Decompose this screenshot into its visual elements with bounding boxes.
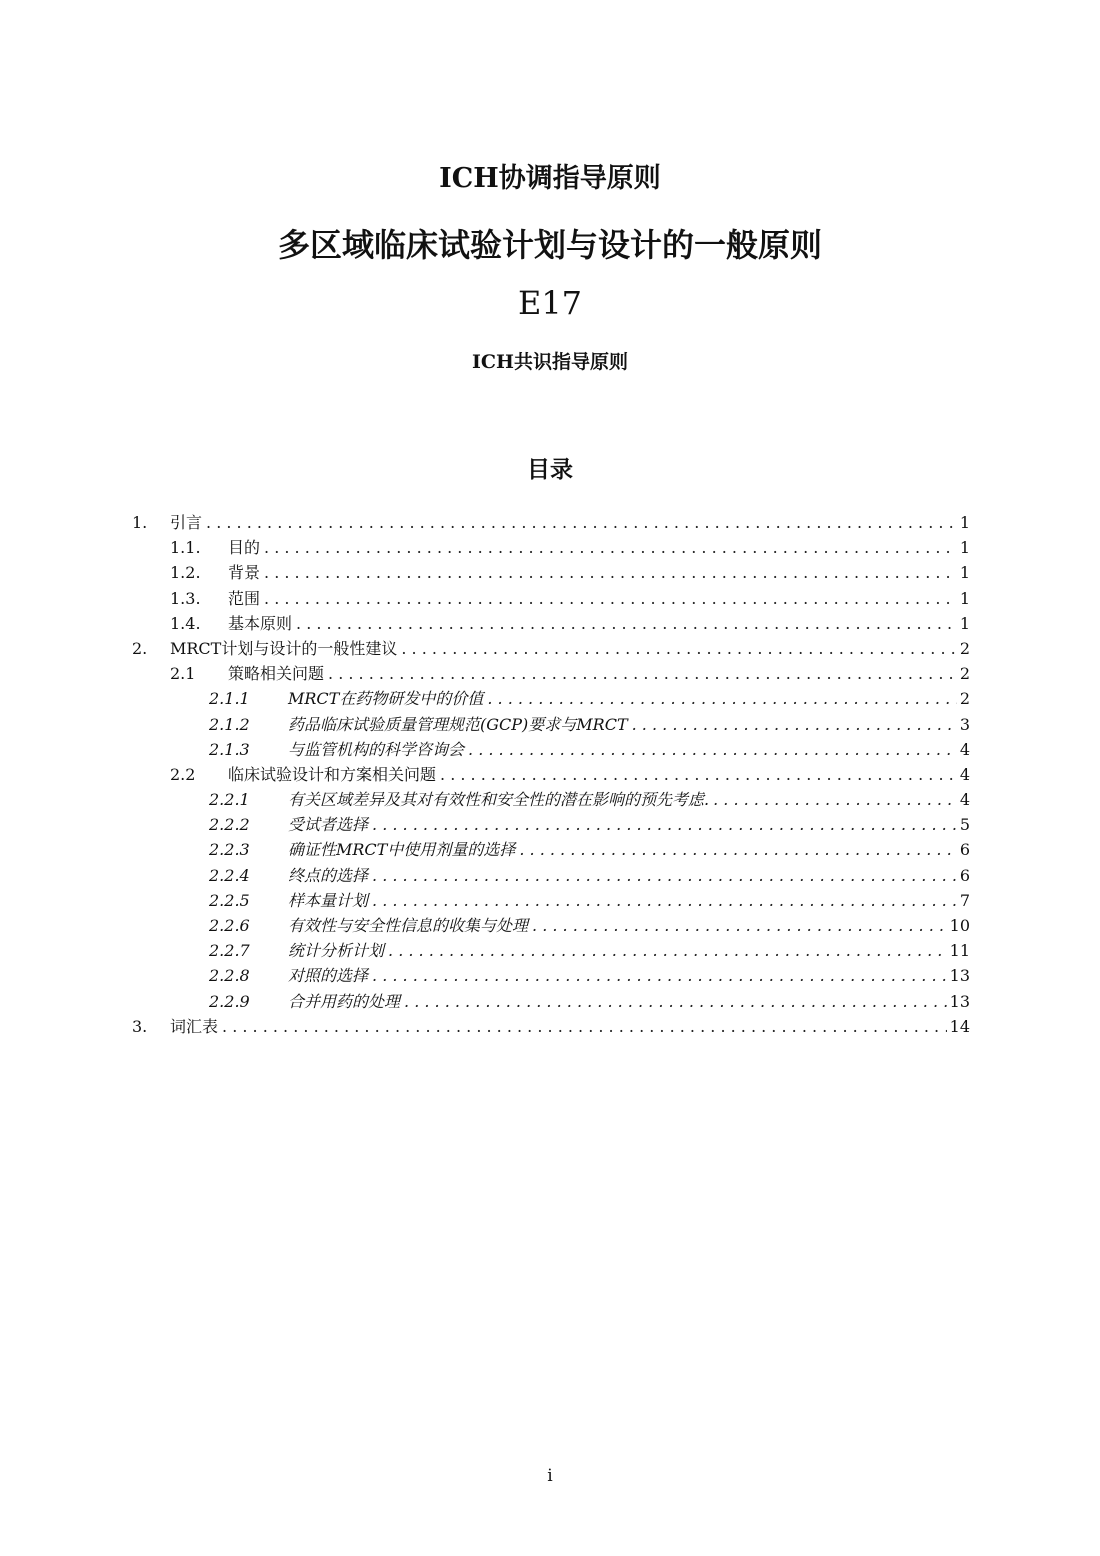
toc-entry-number: 2.2.7 bbox=[209, 941, 250, 961]
toc-entry[interactable] bbox=[132, 863, 970, 888]
document-title: 多区域临床试验计划与设计的一般原则 bbox=[277, 226, 822, 264]
toc-entry-label: 终点的选择 bbox=[288, 865, 369, 885]
toc-entry-page: 2 bbox=[959, 689, 970, 709]
toc-dot-leader bbox=[328, 661, 957, 686]
toc-entry-label: 统计分析计划 bbox=[288, 941, 385, 961]
toc-dot-leader bbox=[264, 586, 957, 611]
toc-entry-number: 2.1 bbox=[170, 664, 196, 684]
toc-entry-page: 11 bbox=[949, 941, 970, 961]
toc-dot-leader bbox=[372, 888, 957, 913]
toc-entry-page: 1 bbox=[959, 588, 970, 608]
toc-entry-number: 2. bbox=[132, 638, 148, 658]
toc-dot-leader bbox=[372, 863, 957, 888]
toc-entry-number: 2.1.3 bbox=[209, 739, 250, 759]
toc-entry[interactable] bbox=[132, 963, 970, 988]
toc-entry-label: 样本量计划 bbox=[288, 890, 369, 910]
toc-dot-leader bbox=[713, 787, 957, 812]
toc-dot-leader bbox=[222, 1014, 947, 1039]
toc-entry[interactable] bbox=[132, 989, 970, 1014]
toc-entry-label: 受试者选择 bbox=[288, 815, 369, 835]
toc-entry[interactable] bbox=[132, 762, 970, 787]
toc-entry-number: 2.2.8 bbox=[209, 966, 250, 986]
toc-entry[interactable] bbox=[132, 510, 970, 535]
toc-entry[interactable] bbox=[132, 586, 970, 611]
toc-entry[interactable] bbox=[132, 1014, 970, 1039]
toc-entry-number: 1.4. bbox=[170, 613, 201, 633]
toc-entry-label: 药品临床试验质量管理规范(GCP)要求与MRCT bbox=[288, 714, 628, 734]
toc-entry[interactable] bbox=[132, 787, 970, 812]
toc-entry-number: 2.2.1 bbox=[209, 790, 250, 810]
toc-entry-label: 词汇表 bbox=[170, 1016, 219, 1036]
toc-entry-page: 1 bbox=[959, 513, 970, 532]
toc-entry-label: 背景 bbox=[228, 563, 261, 583]
toc-entry-number: 2.1.1 bbox=[209, 689, 250, 709]
toc-entry-label: 有效性与安全性信息的收集与处理 bbox=[288, 916, 529, 935]
toc-entry-label: MRCT计划与设计的一般性建议 bbox=[170, 638, 398, 658]
toc-dot-leader bbox=[404, 989, 947, 1014]
toc-entry[interactable] bbox=[132, 535, 970, 560]
toc-entry-label: 基本原则 bbox=[228, 613, 293, 633]
table-of-contents bbox=[132, 510, 970, 1039]
toc-dot-leader bbox=[487, 686, 956, 711]
toc-dot-leader bbox=[372, 812, 957, 837]
toc-entry-label: 目的 bbox=[228, 538, 261, 558]
toc-entry-number: 2.2.6 bbox=[209, 916, 250, 935]
toc-entry-label: 有关区域差异及其对有效性和安全性的潜在影响的预先考虑. bbox=[288, 790, 710, 810]
toc-entry-number: 1. bbox=[132, 513, 148, 532]
toc-dot-leader bbox=[296, 611, 957, 636]
toc-entry[interactable] bbox=[132, 661, 970, 686]
toc-entry-label: 确证性MRCT中使用剂量的选择 bbox=[288, 840, 516, 860]
toc-entry-label: 与监管机构的科学咨询会 bbox=[288, 739, 465, 759]
toc-entry-page: 13 bbox=[949, 966, 970, 986]
toc-entry[interactable] bbox=[132, 812, 970, 837]
toc-entry-number: 3. bbox=[132, 1016, 148, 1036]
toc-entry-number: 1.3. bbox=[170, 588, 201, 608]
toc-entry-number: 2.2 bbox=[170, 764, 196, 784]
document-code: E17 bbox=[517, 284, 583, 322]
guideline-type: ICH协调指导原则 bbox=[439, 163, 661, 194]
toc-dot-leader bbox=[401, 636, 956, 661]
toc-dot-leader bbox=[532, 913, 947, 938]
toc-entry[interactable] bbox=[132, 737, 970, 762]
toc-dot-leader bbox=[206, 510, 957, 535]
toc-entry-number: 2.2.5 bbox=[209, 890, 250, 910]
toc-entry[interactable] bbox=[132, 636, 970, 661]
toc-entry-number: 1.2. bbox=[170, 563, 201, 583]
toc-entry[interactable] bbox=[132, 712, 970, 737]
toc-entry-label: MRCT在药物研发中的价值 bbox=[288, 689, 484, 709]
toc-dot-leader bbox=[264, 560, 957, 585]
toc-entry-number: 1.1. bbox=[170, 538, 201, 558]
toc-dot-leader bbox=[632, 712, 957, 737]
toc-entry[interactable] bbox=[132, 913, 970, 938]
page-number: i bbox=[547, 1466, 553, 1486]
toc-entry-page: 6 bbox=[959, 840, 970, 860]
toc-dot-leader bbox=[440, 762, 957, 787]
toc-entry[interactable] bbox=[132, 611, 970, 636]
toc-entry-page: 2 bbox=[959, 638, 970, 658]
toc-dot-leader bbox=[388, 938, 947, 963]
toc-entry-number: 2.2.2 bbox=[209, 815, 250, 835]
toc-entry-page: 4 bbox=[959, 764, 970, 784]
toc-entry-page: 1 bbox=[959, 538, 970, 558]
toc-entry-label: 策略相关问题 bbox=[228, 664, 325, 684]
toc-entry-label: 临床试验设计和方案相关问题 bbox=[228, 764, 437, 784]
toc-entry-page: 4 bbox=[959, 790, 970, 810]
toc-entry[interactable] bbox=[132, 560, 970, 585]
toc-entry-page: 13 bbox=[949, 991, 970, 1011]
toc-entry-label: 引言 bbox=[170, 513, 203, 532]
toc-entry-page: 1 bbox=[959, 563, 970, 583]
toc-entry-number: 2.2.4 bbox=[209, 865, 250, 885]
toc-entry-label: 对照的选择 bbox=[288, 966, 369, 986]
toc-entry-page: 1 bbox=[959, 613, 970, 633]
toc-dot-leader bbox=[264, 535, 957, 560]
toc-entry-page: 14 bbox=[949, 1016, 970, 1036]
toc-entry-number: 2.2.9 bbox=[209, 991, 250, 1011]
toc-entry-label: 范围 bbox=[228, 588, 261, 608]
toc-entry-page: 5 bbox=[959, 815, 970, 835]
toc-dot-leader bbox=[519, 837, 956, 862]
toc-entry-number: 2.2.3 bbox=[209, 840, 250, 860]
toc-entry-page: 4 bbox=[959, 739, 970, 759]
consensus-label: ICH共识指导原则 bbox=[472, 351, 628, 373]
toc-entry[interactable] bbox=[132, 686, 970, 711]
toc-entry[interactable] bbox=[132, 888, 970, 913]
toc-heading: 目录 bbox=[527, 456, 573, 483]
toc-entry[interactable] bbox=[132, 837, 970, 862]
toc-entry-page: 3 bbox=[959, 714, 970, 734]
toc-entry-page: 2 bbox=[959, 664, 970, 684]
toc-dot-leader bbox=[372, 963, 947, 988]
toc-entry-label: 合并用药的处理 bbox=[288, 991, 401, 1011]
toc-entry[interactable] bbox=[132, 938, 970, 963]
toc-entry-page: 7 bbox=[959, 890, 970, 910]
toc-entry-page: 10 bbox=[949, 916, 970, 935]
toc-dot-leader bbox=[468, 737, 957, 762]
toc-entry-number: 2.1.2 bbox=[209, 714, 250, 734]
toc-entry-page: 6 bbox=[959, 865, 970, 885]
